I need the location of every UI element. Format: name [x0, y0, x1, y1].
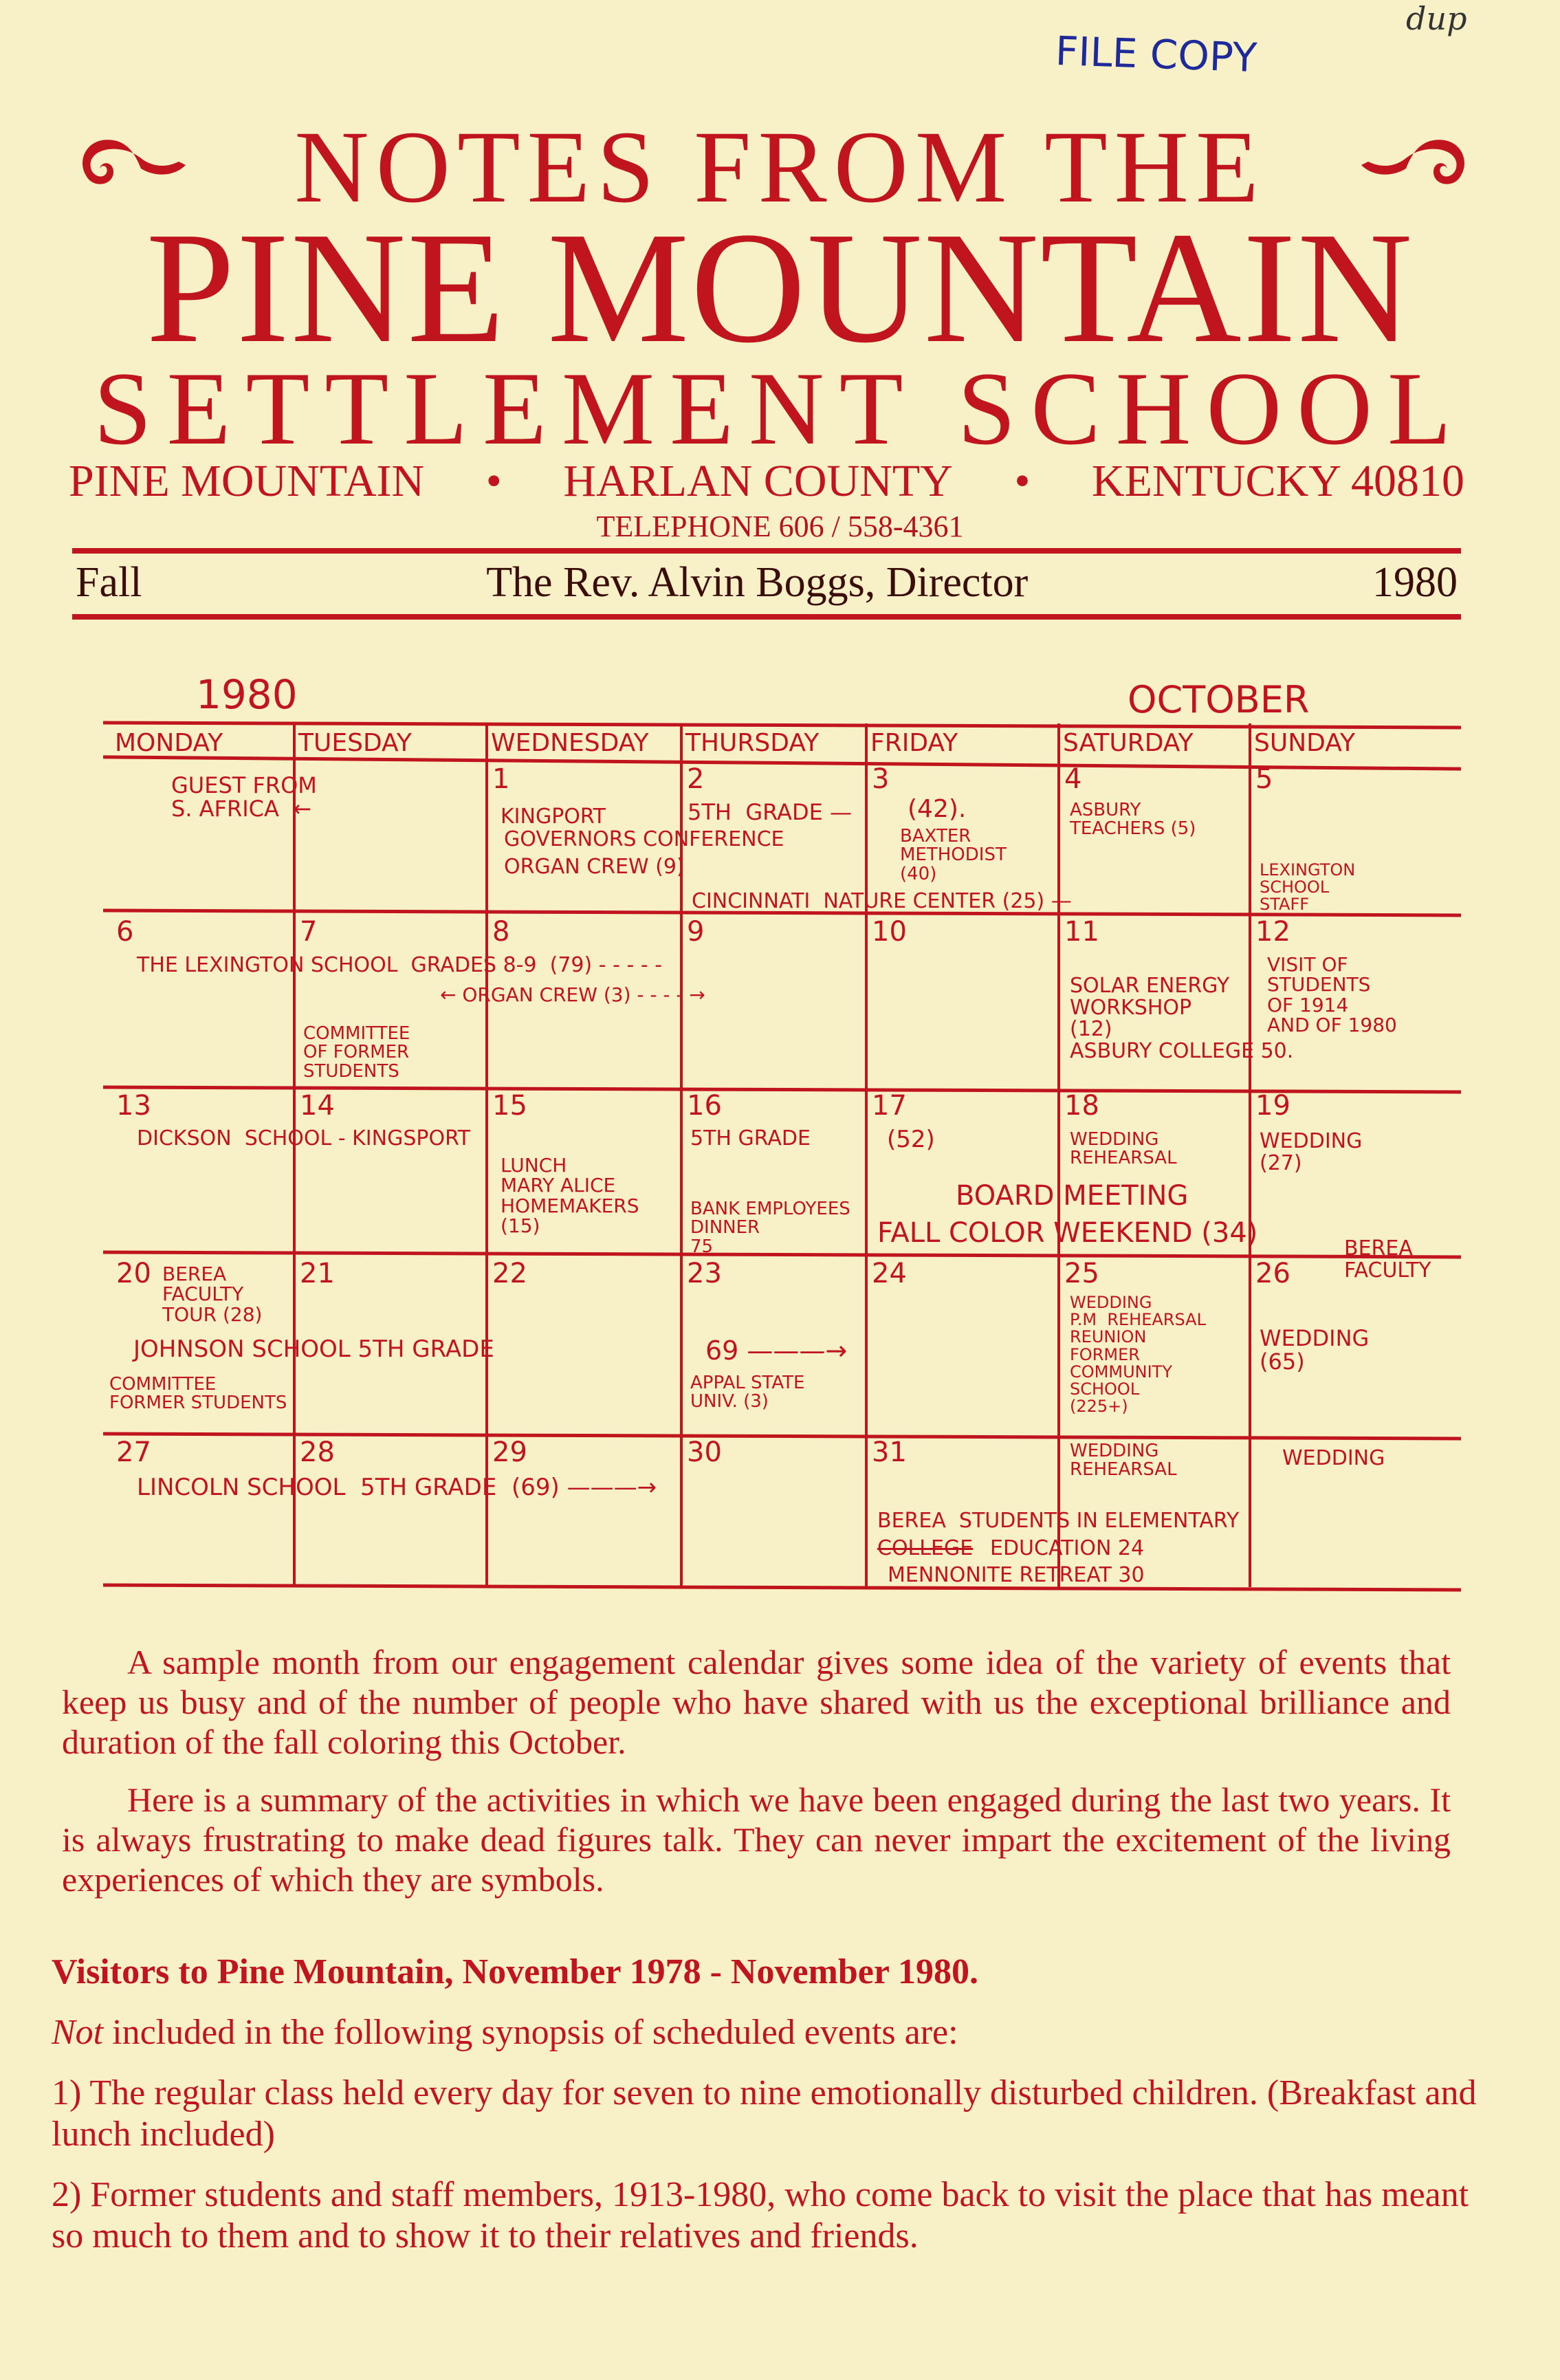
calendar-note: (52) — [887, 1126, 935, 1153]
rule-bottom — [72, 614, 1461, 620]
calendar-note: COMMITTEE OF FORMER STUDENTS — [303, 1023, 410, 1082]
day-number: 5 — [1255, 763, 1273, 795]
calendar-note: KINGPORT — [501, 805, 606, 829]
day-number: 1 — [492, 763, 510, 795]
weekday-header: FRIDAY — [870, 729, 958, 757]
calendar-column-line — [865, 723, 868, 1587]
calendar-row-line — [103, 1584, 1461, 1592]
weekday-header: THURSDAY — [685, 729, 820, 757]
calendar-note: 5TH GRADE — [690, 1126, 811, 1150]
day-number: 18 — [1064, 1090, 1099, 1122]
calendar-note: LUNCH MARY ALICE HOMEMAKERS (15) — [501, 1154, 639, 1238]
day-number: 8 — [492, 916, 510, 948]
address-town: PINE MOUNTAIN — [69, 456, 425, 506]
calendar-note: BOARD MEETING — [956, 1180, 1189, 1212]
day-number: 2 — [687, 763, 705, 795]
address-state: KENTUCKY 40810 — [1091, 456, 1464, 506]
masthead-line-3: SETTLEMENT SCHOOL — [94, 351, 1466, 466]
calendar-row-line — [103, 721, 1461, 730]
paragraph-1: A sample month from our engagement calendar gives some idea of the variety of events that keep us busy and of the number of people who have shared with us the exceptional brilliance and duration of the fall coloring this October. — [62, 1643, 1451, 1761]
day-number: 13 — [116, 1090, 151, 1122]
calendar-note: CINCINNATI NATURE CENTER (25) — — [692, 889, 1072, 913]
calendar-year: 1980 — [196, 671, 298, 718]
intro-emphasis: Not — [52, 2013, 104, 2052]
masthead-line-1: NOTES FROM THE — [294, 110, 1266, 224]
address-bullet: • — [1014, 456, 1031, 506]
paragraph-2: Here is a summary of the activities in which we have been engaged during the last two years. It is always frustrating to make dead figures talk. They can never impart the excitement of the living experiences of which they are symbols. — [62, 1780, 1451, 1899]
address-bullet: • — [485, 456, 502, 506]
calendar-note: JOHNSON SCHOOL 5TH GRADE — [133, 1335, 494, 1363]
day-number: 26 — [1255, 1258, 1290, 1289]
calendar-note: WEDDING — [1282, 1446, 1385, 1470]
calendar-note: LINCOLN SCHOOL 5TH GRADE (69) ———→ — [137, 1474, 657, 1501]
day-number: 23 — [687, 1258, 722, 1289]
day-number: 31 — [872, 1437, 907, 1468]
issue-year: 1980 — [1372, 559, 1458, 606]
weekday-header: WEDNESDAY — [491, 729, 649, 757]
calendar-column-line — [485, 723, 488, 1587]
calendar-column-line — [680, 723, 683, 1587]
list-item: 1) The regular class held every day for seven to nine emotionally disturbed children. (Breakfast and lunch included) — [52, 2073, 1477, 2154]
day-number: 25 — [1064, 1258, 1099, 1289]
calendar-note: ← ORGAN CREW (3) - - - - → — [440, 983, 705, 1006]
calendar-month: OCTOBER — [1128, 678, 1310, 721]
calendar-note: DICKSON SCHOOL - KINGSPORT — [137, 1126, 471, 1150]
calendar-note: SOLAR ENERGY WORKSHOP (12) ASBURY COLLEGE 50. — [1070, 974, 1294, 1063]
calendar-column-line — [293, 723, 296, 1587]
day-number: 4 — [1064, 763, 1082, 795]
day-number: 29 — [492, 1437, 527, 1468]
day-number: 28 — [300, 1437, 335, 1468]
day-number: 11 — [1064, 916, 1099, 948]
calendar-note: BAXTER METHODIST (40) — [900, 826, 1007, 884]
calendar-note: 69 ———→ — [705, 1335, 848, 1366]
calendar-note: GUEST FROM S. AFRICA ← — [171, 772, 317, 822]
calendar-note: BEREA FACULTY TOUR (28) — [162, 1263, 263, 1326]
visitors-section — [52, 1952, 1495, 2276]
day-number: 16 — [687, 1090, 722, 1122]
calendar-note: MENNONITE RETREAT 30 — [888, 1563, 1145, 1587]
address-line — [69, 457, 1464, 507]
intro-text — [62, 1642, 1451, 1917]
calendar-note: VISIT OF STUDENTS OF 1914 AND OF 1980 — [1267, 953, 1397, 1037]
rule-top — [72, 548, 1461, 554]
intro-rest: included in the following synopsis of scheduled events are: — [103, 2013, 958, 2052]
day-number: 12 — [1255, 916, 1290, 948]
day-number: 27 — [116, 1437, 151, 1468]
issue-season: Fall — [76, 559, 142, 606]
calendar-note: WEDDING (65) — [1260, 1325, 1370, 1375]
day-number: 14 — [300, 1090, 335, 1122]
day-number: 10 — [872, 916, 907, 948]
director: The Rev. Alvin Boggs, Director — [486, 559, 1029, 606]
intro-line — [52, 2012, 1495, 2053]
list-item: 2) Former students and staff members, 1913-1980, who come back to visit the place that has meant so much to them and to show it to their relatives and friends. — [52, 2175, 1469, 2256]
issue-line — [76, 558, 1458, 607]
address-county: HARLAN COUNTY — [563, 456, 953, 506]
calendar-note: THE LEXINGTON SCHOOL GRADES 8-9 (79) - - - - - — [137, 953, 663, 977]
day-number: 30 — [687, 1437, 722, 1468]
calendar-note: WEDDING REHEARSAL — [1070, 1441, 1177, 1481]
section-heading: Visitors to Pine Mountain, November 1978 - November 1980. — [52, 1952, 979, 1991]
weekday-header: TUESDAY — [298, 729, 412, 757]
calendar-note: 5TH GRADE — — [688, 799, 852, 825]
day-number: 7 — [300, 916, 318, 948]
day-number: 6 — [116, 916, 134, 948]
masthead-title: PINE MOUNTAIN — [146, 199, 1414, 376]
calendar-note: EDUCATION 24 — [990, 1536, 1145, 1560]
calendar-note-struck: COLLEGE — [877, 1536, 974, 1560]
calendar-note: WEDDING REHEARSAL — [1070, 1129, 1177, 1169]
file-copy-annotation: FILE COPY — [1054, 27, 1258, 82]
day-number: 19 — [1255, 1090, 1290, 1122]
calendar-note: FALL COLOR WEEKEND (34) — [877, 1217, 1258, 1249]
weekday-header: MONDAY — [115, 729, 223, 757]
calendar-column-line — [1057, 723, 1060, 1587]
weekday-header: SATURDAY — [1063, 729, 1194, 757]
calendar-column-line — [1249, 723, 1251, 1587]
weekday-header: SUNDAY — [1254, 729, 1356, 757]
day-number: 24 — [872, 1258, 907, 1289]
day-number: 15 — [492, 1090, 527, 1122]
calendar-note: ORGAN CREW (9) — [504, 855, 685, 879]
calendar-note: COMMITTEE FORMER STUDENTS — [109, 1374, 287, 1414]
day-number: 17 — [872, 1090, 907, 1122]
calendar-note: BEREA FACULTY — [1344, 1236, 1431, 1282]
calendar-note: LEXINGTON SCHOOL STAFF — [1260, 860, 1356, 915]
calendar-note: GOVERNORS CONFERENCE — [504, 827, 784, 851]
day-number: 21 — [300, 1258, 335, 1289]
day-number: 22 — [492, 1258, 527, 1289]
telephone: TELEPHONE 606 / 558-4361 — [596, 510, 964, 543]
dup-annotation: dup — [1406, 0, 1467, 37]
calendar-note: BEREA STUDENTS IN ELEMENTARY — [877, 1509, 1240, 1533]
calendar-note: (42). — [908, 795, 967, 823]
day-number: 20 — [116, 1258, 151, 1289]
day-number: 3 — [872, 763, 890, 795]
calendar-note: ASBURY TEACHERS (5) — [1070, 800, 1196, 840]
calendar-note: WEDDING P.M REHEARSAL REUNION FORMER COMMUNITY SCHOOL (225+) — [1070, 1293, 1206, 1417]
day-number: 9 — [687, 916, 705, 948]
calendar-note: APPAL STATE UNIV. (3) — [690, 1373, 805, 1412]
calendar-note: BANK EMPLOYEES DINNER 75 — [690, 1199, 850, 1257]
calendar-note: WEDDING (27) — [1260, 1129, 1363, 1175]
